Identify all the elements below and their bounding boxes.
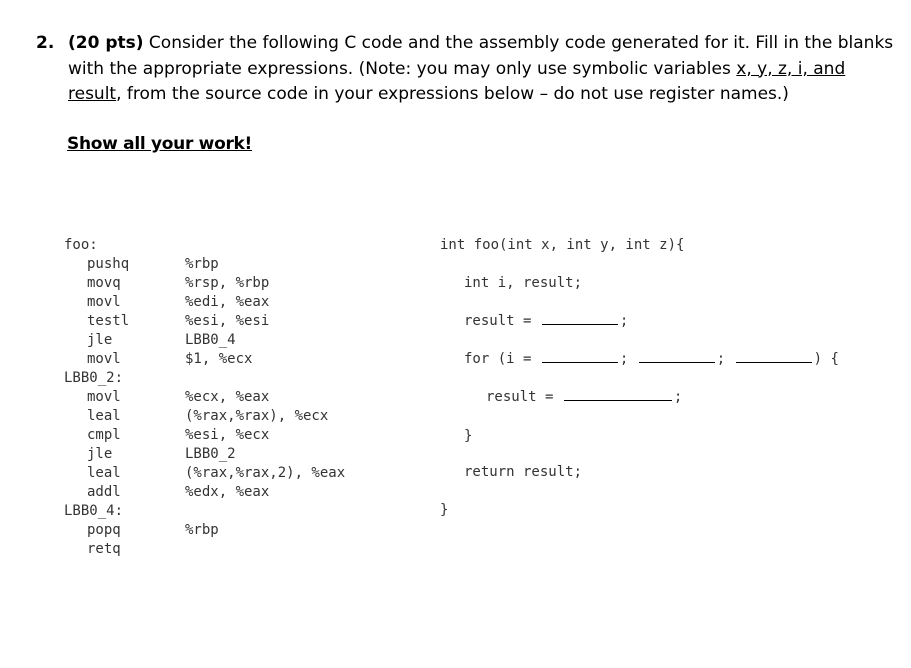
c-close-outer: } [440, 502, 449, 518]
c-for-line [464, 350, 839, 369]
assembly-operands: (%rax,%rax,2), %eax [185, 465, 346, 481]
semicolon: ; [619, 351, 629, 367]
blank-result-init[interactable] [542, 323, 618, 325]
c-for-start: for (i = [464, 351, 532, 367]
c-inner-assign: result = [486, 389, 554, 405]
assembly-instruction: retq [87, 541, 121, 557]
semicolon: ; [716, 351, 726, 367]
assembly-instruction: jle [87, 332, 113, 348]
question-points: (20 pts) [68, 33, 144, 53]
assembly-instruction: testl [87, 313, 130, 329]
assembly-instruction: cmpl [87, 427, 121, 443]
blank-for-update[interactable] [736, 361, 812, 363]
c-for-end: ) { [813, 351, 839, 367]
assembly-operands: %rbp [185, 522, 219, 538]
assembly-operands: LBB0_4 [185, 332, 236, 348]
assembly-operands: %rsp, %rbp [185, 275, 270, 291]
question-text [68, 31, 896, 108]
blank-for-condition[interactable] [639, 361, 715, 363]
assembly-operands: %edx, %eax [185, 484, 270, 500]
assembly-operands: $1, %ecx [185, 351, 253, 367]
assembly-operands: LBB0_2 [185, 446, 236, 462]
assembly-instruction: leal [87, 408, 121, 424]
question-block [36, 31, 896, 108]
assembly-instruction: addl [87, 484, 121, 500]
c-result-assign: result = [464, 313, 532, 329]
assembly-instruction: popq [87, 522, 121, 538]
c-result-assign-line [464, 312, 628, 331]
c-inner-assign-line [486, 388, 682, 407]
assembly-operands: %esi, %esi [185, 313, 270, 329]
assembly-operands: (%rax,%rax), %ecx [185, 408, 329, 424]
assembly-operands: %rbp [185, 256, 219, 272]
c-return: return result; [464, 464, 583, 480]
assembly-instruction: jle [87, 446, 113, 462]
assembly-label: foo: [64, 237, 98, 253]
assembly-operands: %edi, %eax [185, 294, 270, 310]
assembly-instruction: leal [87, 465, 121, 481]
question-number: 2. [36, 33, 55, 53]
assembly-instruction: movl [87, 351, 121, 367]
assembly-instruction: movl [87, 294, 121, 310]
show-work-heading: Show all your work! [67, 134, 252, 154]
blank-for-init[interactable] [542, 361, 618, 363]
assembly-label: LBB0_2: [64, 370, 124, 386]
assembly-label: LBB0_4: [64, 503, 124, 519]
question-variables: x, y, z, i, and result [68, 58, 846, 104]
question-text-part-2: , from the source code in your expressions below – do not use register names.) [116, 84, 789, 104]
c-signature: int foo(int x, int y, int z){ [440, 237, 685, 253]
assembly-instruction: movq [87, 275, 121, 291]
question-text-part-1: Consider the following C code and the assembly code generated for it. Fill in the blanks with the appropriate expressions. (Note: you may only use symbolic variables [68, 33, 894, 79]
assembly-instruction: pushq [87, 256, 130, 272]
semicolon: ; [673, 389, 683, 405]
blank-loop-body[interactable] [564, 399, 672, 401]
semicolon: ; [619, 313, 629, 329]
assembly-instruction: movl [87, 389, 121, 405]
assembly-operands: %ecx, %eax [185, 389, 270, 405]
assembly-operands: %esi, %ecx [185, 427, 270, 443]
c-declaration: int i, result; [464, 275, 583, 291]
c-close-inner: } [464, 428, 473, 444]
